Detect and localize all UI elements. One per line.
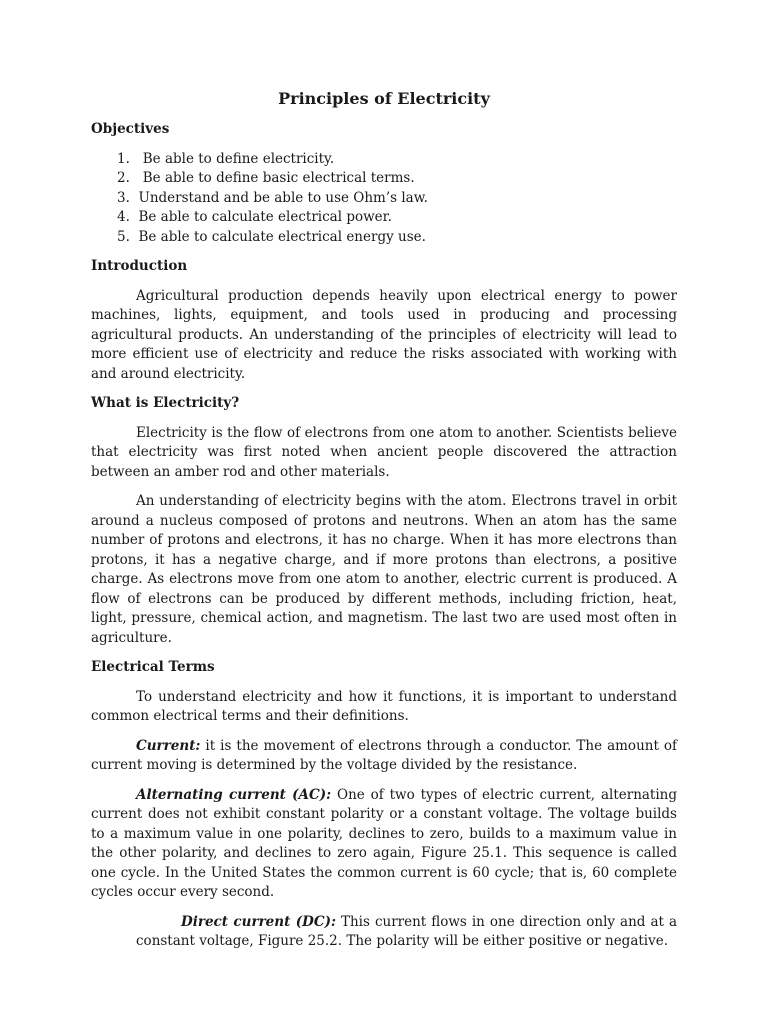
- electrical-terms-intro: To understand electricity and how it functions, it is important to understand common electrical terms and their definitions.: [91, 688, 677, 724]
- term-direct-current: [136, 913, 677, 952]
- introduction-heading: Introduction: [91, 258, 188, 274]
- list-item: 5. Be able to calculate electrical energy use.: [117, 228, 426, 245]
- term-ac-name: Alternating current (AC):: [136, 786, 332, 803]
- document-page: [91, 88, 677, 962]
- what-is-electricity-heading: What is Electricity?: [91, 395, 240, 411]
- atom-paragraph: An understanding of electricity begins with the atom. Electrons travel in orbit around a nucleus composed of protons and neutrons. When an atom has the same number of protons and electrons, it has no charge. When it has more electrons than protons, it has a negative charge, and if more protons than electrons, a positive charge. As electrons move from one atom to another, electric current is produced. A flow of electrons can be produced by different methods, including friction, heat, light, pressure, chemical action, and magnetism. The last two are used most often in agriculture.: [91, 493, 677, 646]
- term-dc-name: Direct current (DC):: [181, 913, 336, 930]
- list-item: 3. Understand and be able to use Ohm’s law.: [117, 189, 428, 206]
- term-current: [91, 737, 677, 776]
- term-ac-definition: One of two types of electric current, alternating current does not exhibit constant polarity or a constant voltage. The voltage builds to a maximum value in one polarity, declines to zero, builds to a maximum value in the other polarity, and declines to zero again, Figure 25.1. This sequence is called one cycle. In the United States the common current is 60 cycle; that is, 60 complete cycles occur every second.: [91, 786, 678, 900]
- list-item: 2. Be able to define basic electrical terms.: [117, 170, 415, 186]
- list-item: 4. Be able to calculate electrical power.: [117, 209, 392, 225]
- term-dc-definition: This current flows in one direction only and at a constant voltage, Figure 25.2. The polarity will be either positive or negative.: [136, 913, 677, 949]
- term-current-definition: it is the movement of electrons through a conductor. The amount of current moving is determined by the voltage divided by the resistance.: [91, 737, 677, 773]
- objectives-heading: Objectives: [91, 121, 170, 137]
- electrical-terms-heading: Electrical Terms: [91, 659, 215, 675]
- objectives-list: [91, 150, 677, 248]
- page-title: Principles of Electricity: [278, 89, 490, 108]
- introduction-paragraph: Agricultural production depends heavily upon electrical energy to power machines, lights, equipment, and tools used in producing and processing agricultural products. An understanding of the principles of electricity will lead to more efficient use of electricity and reduce the risks associated with working with and around electricity.: [91, 287, 677, 382]
- term-current-name: Current:: [136, 737, 201, 754]
- electricity-paragraph: Electricity is the flow of electrons from one atom to another. Scientists believe that electricity was first noted when ancient people discovered the attraction between an amber rod and other materials.: [91, 424, 677, 480]
- term-alternating-current: [91, 786, 677, 903]
- list-item: 1. Be able to define electricity.: [117, 150, 335, 167]
